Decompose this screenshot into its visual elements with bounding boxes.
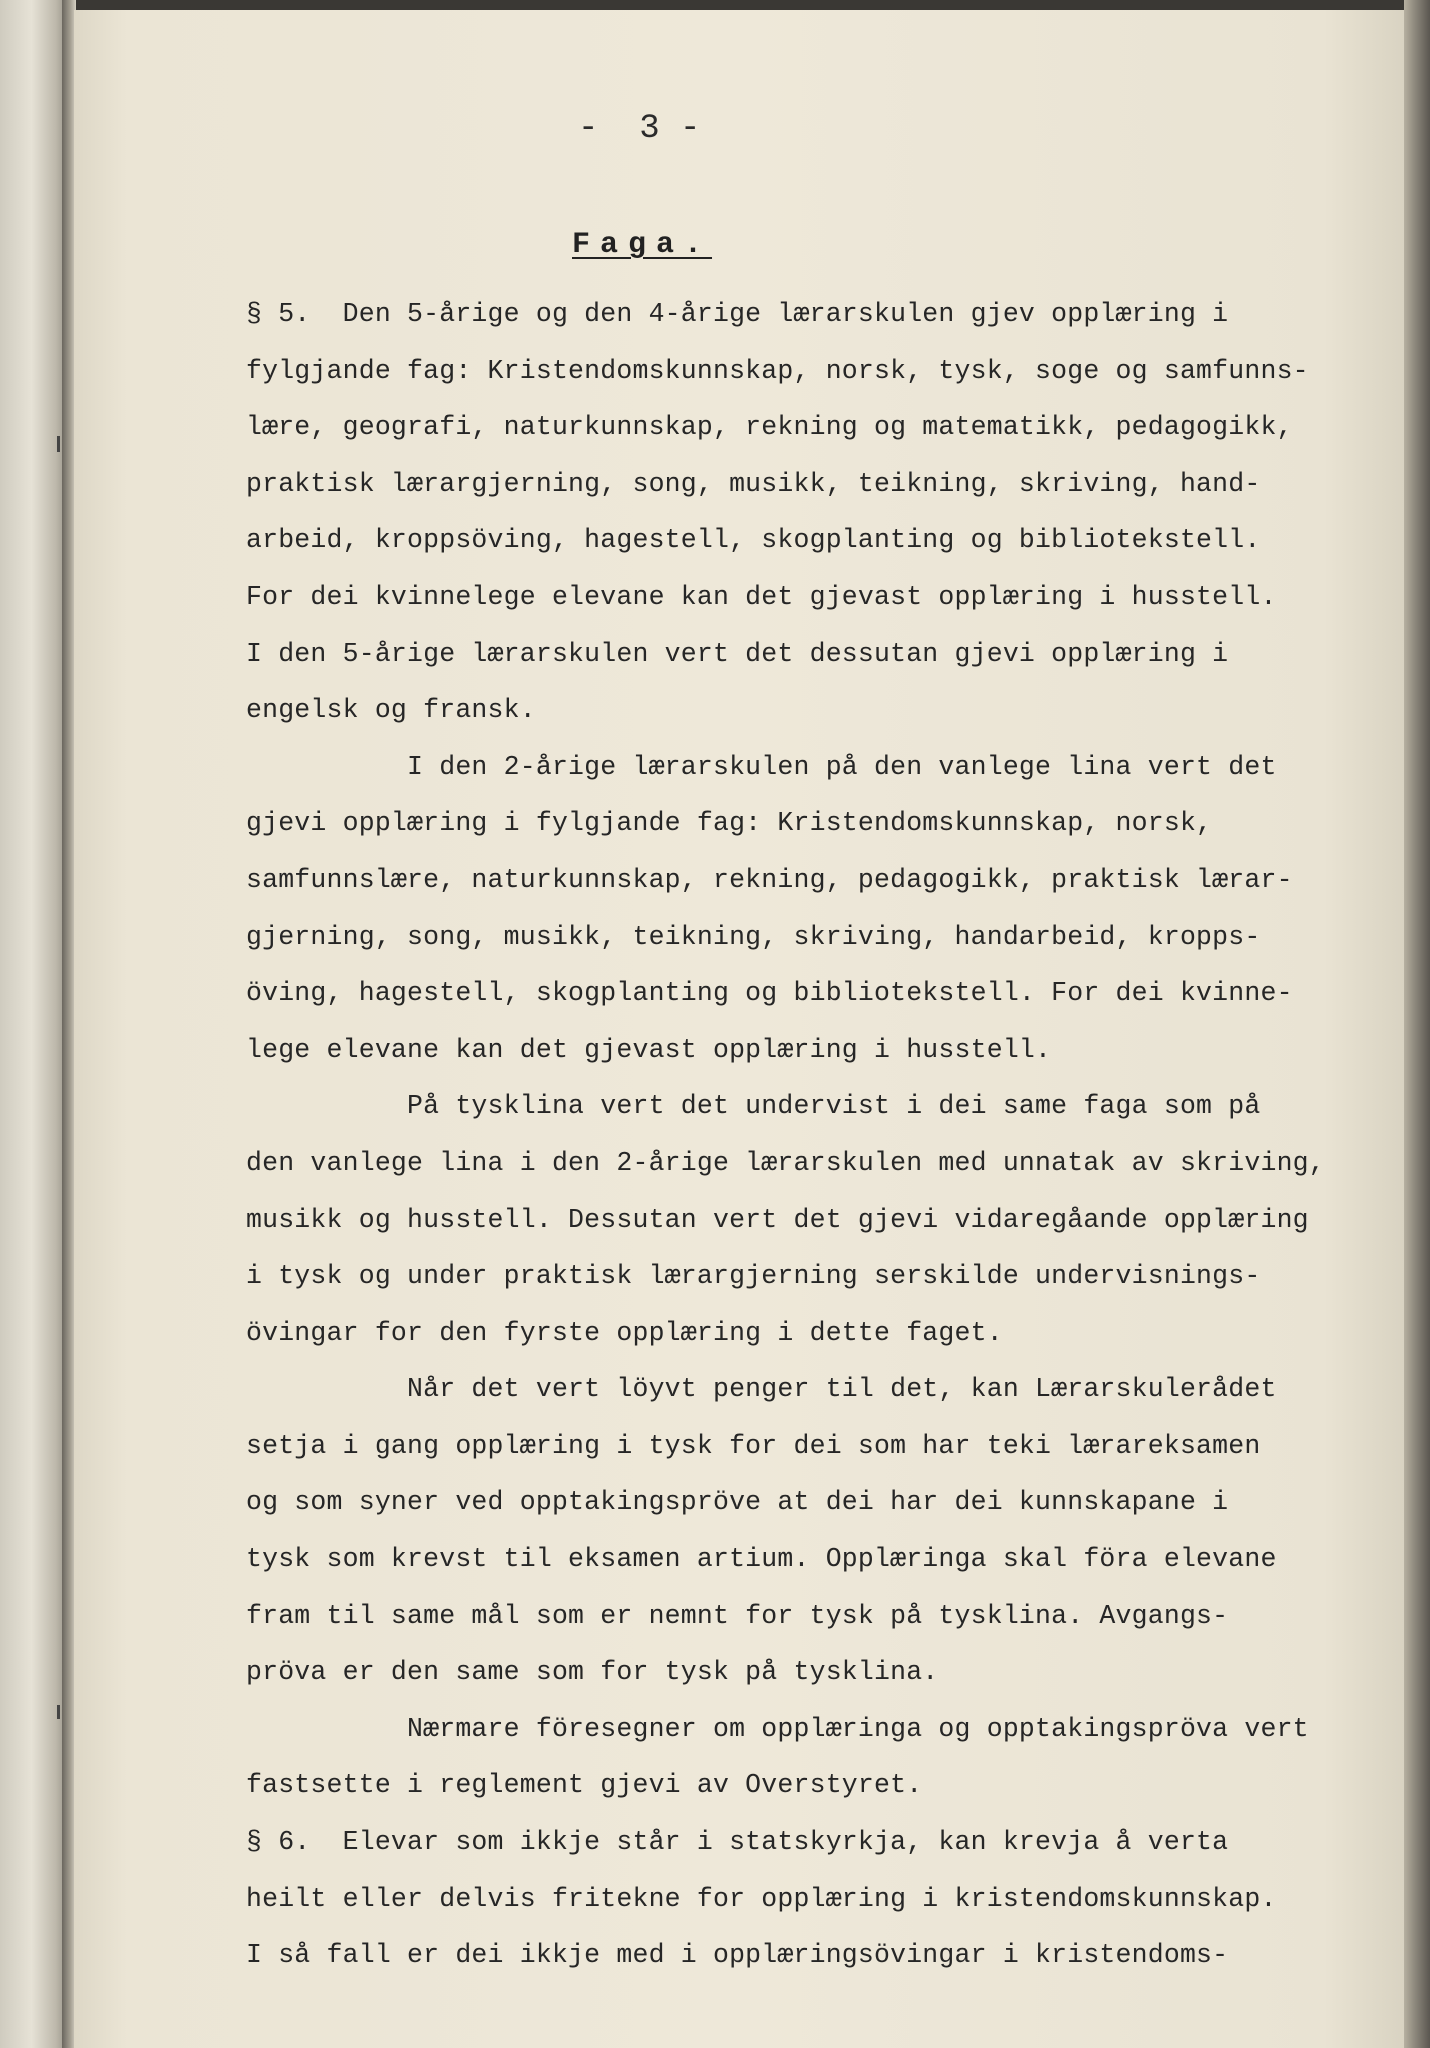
text-line: tysk som krevst til eksamen artium. Opplæringa skal föra elevane bbox=[246, 1544, 1277, 1575]
text-line: fylgjande fag: Kristendomskunnskap, norsk, tysk, soge og samfunns- bbox=[246, 355, 1309, 386]
text-line: og som syner ved opptakingspröve at dei har dei kunnskapane i bbox=[246, 1487, 1229, 1518]
margin-mark bbox=[57, 1705, 60, 1719]
left-page-edge bbox=[0, 0, 70, 2048]
text-line: den vanlege lina i den 2-årige lærarskulen med unnatak av skriving, bbox=[246, 1147, 1325, 1178]
text-line: i tysk og under praktisk lærargjerning serskilde undervisnings- bbox=[246, 1261, 1261, 1292]
body-text bbox=[246, 286, 1396, 1984]
text-line: arbeid, kroppsöving, hagestell, skogplanting og bibliotekstell. bbox=[246, 525, 1261, 556]
text-line: setja i gang opplæring i tysk for dei som har teki lærareksamen bbox=[246, 1430, 1261, 1461]
text-line: öving, hagestell, skogplanting og bibliotekstell. For dei kvinne- bbox=[246, 978, 1293, 1009]
text-line: Nærmare föresegner om opplæringa og opptakingspröva vert bbox=[246, 1713, 1309, 1744]
text-line: § 6. Elevar som ikkje står i statskyrkja, kan krevja å verta bbox=[246, 1827, 1229, 1858]
text-line: musikk og husstell. Dessutan vert det gjevi vidaregåande opplæring bbox=[246, 1204, 1309, 1235]
text-line: fram til same mål som er nemnt for tysk på tysklina. Avgangs- bbox=[246, 1600, 1229, 1631]
text-line: praktisk lærargjerning, song, musikk, teikning, skriving, hand- bbox=[246, 468, 1261, 499]
text-line: lære, geografi, naturkunnskap, rekning og matematikk, pedagogikk, bbox=[246, 412, 1293, 443]
text-line: övingar for den fyrste opplæring i dette faget. bbox=[246, 1317, 1003, 1348]
text-line: samfunnslære, naturkunnskap, rekning, pedagogikk, praktisk lærar- bbox=[246, 864, 1293, 895]
margin-mark bbox=[57, 436, 60, 452]
page-number: - 3 - bbox=[578, 110, 701, 148]
section-heading: Faga. bbox=[572, 228, 713, 262]
text-line: Når det vert löyvt penger til det, kan Lærarskulerådet bbox=[246, 1374, 1277, 1405]
text-line: engelsk og fransk. bbox=[246, 695, 536, 726]
text-line: fastsette i reglement gjevi av Overstyret. bbox=[246, 1770, 923, 1801]
text-line: heilt eller delvis fritekne for opplæring i kristendomskunnskap. bbox=[246, 1883, 1277, 1914]
text-line: lege elevane kan det gjevast opplæring i husstell. bbox=[246, 1034, 1052, 1065]
text-line: gjerning, song, musikk, teikning, skriving, handarbeid, kropps- bbox=[246, 921, 1261, 952]
right-page-edge bbox=[1404, 0, 1430, 2048]
text-line: I så fall er dei ikkje med i opplæringsövingar i kristendoms- bbox=[246, 1940, 1229, 1971]
text-line: I den 2-årige lærarskulen på den vanlege lina vert det bbox=[246, 751, 1277, 782]
text-line: pröva er den same som for tysk på tysklina. bbox=[246, 1657, 939, 1688]
text-line: gjevi opplæring i fylgjande fag: Kristendomskunnskap, norsk, bbox=[246, 808, 1213, 839]
text-line: I den 5-årige lærarskulen vert det dessutan gjevi opplæring i bbox=[246, 638, 1229, 669]
text-line: For dei kvinnelege elevane kan det gjevast opplæring i husstell. bbox=[246, 581, 1277, 612]
text-line: § 5. Den 5-årige og den 4-årige lærarskulen gjev opplæring i bbox=[246, 299, 1229, 329]
text-line: På tysklina vert det undervist i dei same faga som på bbox=[246, 1091, 1261, 1122]
